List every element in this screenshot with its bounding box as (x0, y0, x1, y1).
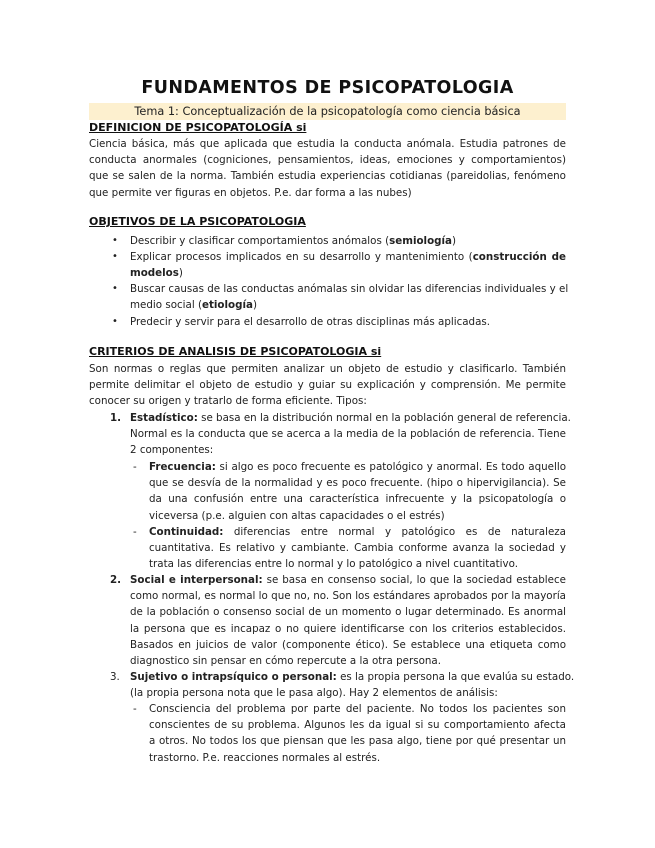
objetivo-item (130, 249, 566, 281)
objetivo-keyword: etiología (201, 299, 253, 312)
sub-criterion-text: Consciencia del problema por parte del paciente. No todos los pacientes son (149, 703, 566, 715)
criterion-text: (la propia persona nota que le pasa algo). Hay 2 elementos de análisis: (130, 687, 498, 700)
criterion-social (130, 572, 566, 669)
criterion-text: se basa en la distribución normal en la población general de referencia. (197, 412, 571, 424)
criterion-text: diagnostico sin pensar en cómo repercute a la otra persona. (130, 655, 441, 668)
objetivo-keyword: modelos (130, 267, 179, 280)
sub-criterion-label: Frecuencia: (149, 461, 216, 473)
bullet-icon: • (112, 251, 118, 262)
criterion-estadistico (130, 410, 571, 459)
page-title: FUNDAMENTOS DE PSICOPATOLOGIA (141, 78, 514, 98)
objetivo-text: Explicar procesos implicados en su desarrollo y mantenimiento ( (130, 251, 473, 263)
criterion-text: como normal, es normal lo que no, no. Son los estándares aprobados por la mayoría (130, 590, 566, 603)
objetivo-text: medio social ( (130, 299, 202, 312)
criterion-text: 2 componentes: (130, 444, 214, 457)
criterion-text: se basa en consenso social, lo que la sociedad establece (262, 574, 566, 586)
criterion-number: 1. (110, 412, 122, 424)
paragraph-line: que se salen de la norma. También estudia experiencias cotidianas (pareidolias, fenómeno (89, 170, 566, 183)
criterion-number: 2. (110, 574, 122, 586)
criterion-text: Basados en juicios de valor (componente ético). Se establece una etiqueta como (130, 638, 566, 651)
section-heading-criterios: CRITERIOS DE ANALISIS DE PSICOPATOLOGIA si (89, 345, 382, 358)
objetivo-item (130, 281, 569, 313)
objetivo-item (130, 233, 566, 249)
criterion-subjetivo (130, 669, 575, 701)
objetivo-text: ) (252, 299, 257, 312)
paragraph-line: permite delimitar el objeto de estudio y guiar su explicación y comprensión. Me permite (89, 379, 566, 392)
objetivo-text: ) (452, 235, 457, 247)
sub-criterion-text: diferencias entre normal y patológico es de naturaleza (223, 526, 566, 538)
bullet-icon: • (112, 283, 118, 294)
sub-criterion-text: trata las diferencias entre lo normal y lo patológico a nivel cuantitativo. (149, 558, 518, 571)
paragraph-line: Son normas o reglas que permiten analizar un objeto de estudio y clasificarlo. También (89, 363, 566, 375)
criterion-label: Sujetivo o intrapsíquico o personal: (130, 671, 337, 683)
sub-criterion-text: trastorno. P.e. reacciones normales al estrés. (149, 751, 381, 764)
objetivo-item (130, 314, 566, 330)
objetivo-keyword: semiología (389, 235, 453, 247)
criterion-number: 3. (110, 671, 120, 683)
bullet-icon: • (112, 316, 118, 327)
criterion-label: Social e interpersonal: (130, 574, 263, 586)
sub-criterion-label: Continuidad: (149, 526, 224, 538)
bullet-icon: • (112, 235, 118, 246)
criterion-text: Normal es la conducta que se acerca a la media de la población de referencia. Tiene (130, 428, 566, 441)
criterion-text: la persona que es incapaz o no quiere identificarse con los criterios establecidos. (130, 622, 566, 635)
sub-criterion-consciencia (149, 701, 566, 766)
dash-icon: - (133, 526, 137, 538)
criterion-text: es la propia persona la que evalúa su estado. (336, 671, 575, 683)
sub-criterion-continuidad (149, 524, 566, 573)
tema-subtitle: Tema 1: Conceptualización de la psicopatología como ciencia básica (134, 105, 521, 118)
sub-criterion-text: da una confusión entre una característica infrecuente y la psicopatología o (149, 493, 566, 506)
sub-criterion-text: a otros. No todos los que piensan que les pasa algo, tiene por qué presentar un (149, 735, 566, 748)
criterion-label: Estadístico: (130, 412, 198, 424)
sub-criterion-frecuencia (149, 459, 566, 524)
dash-icon: - (133, 461, 137, 473)
objetivo-text: Predecir y servir para el desarrollo de otras disciplinas más aplicadas. (130, 316, 491, 328)
sub-criterion-text: si algo es poco frecuente es patológico y anormal. Es todo aquello (215, 461, 566, 473)
definicion-paragraph (89, 136, 566, 201)
paragraph-line: conducta anormales (cogniciones, pensamientos, ideas, emociones y comportamientos) (89, 154, 566, 167)
objetivo-text: Buscar causas de las conductas anómalas sin olvidar las diferencias individuales y el (130, 283, 569, 295)
objetivo-text: ) (178, 267, 183, 280)
criterion-text: de la población o consenso social de un momento o lugar determinado. Es anormal (130, 606, 566, 619)
sub-criterion-text: viceversa (p.e. alguien con altas capacidades o el estrés) (149, 509, 445, 522)
sub-criterion-text: que se desvía de la normalidad y es poco frecuente. (hipo o hipervigilancia). Se (149, 477, 566, 490)
sub-criterion-text: cuantitativa. Es relativo y cambiante. Cambia conforme avanza la sociedad y (149, 542, 566, 555)
dash-icon: - (133, 703, 137, 715)
sub-criterion-text: conscientes de su problema. Algunos les da igual si su comportamiento afecta (149, 719, 566, 732)
criterios-intro (89, 361, 566, 410)
section-heading-definicion: DEFINICION DE PSICOPATOLOGÍA si (89, 121, 307, 134)
section-heading-objetivos: OBJETIVOS DE LA PSICOPATOLOGIA (89, 215, 306, 228)
paragraph-line: que permite ver figuras en objetos. P.e. dar forma a las nubes) (89, 186, 412, 199)
objetivo-text: Describir y clasificar comportamientos anómalos ( (130, 235, 390, 247)
paragraph-line: conocer su origen y tratarlo de forma eficiente. Tipos: (89, 395, 367, 408)
objetivo-keyword: construcción de (472, 251, 566, 263)
paragraph-line: Ciencia básica, más que aplicada que estudia la conducta anómala. Estudia patrones de (89, 138, 566, 150)
